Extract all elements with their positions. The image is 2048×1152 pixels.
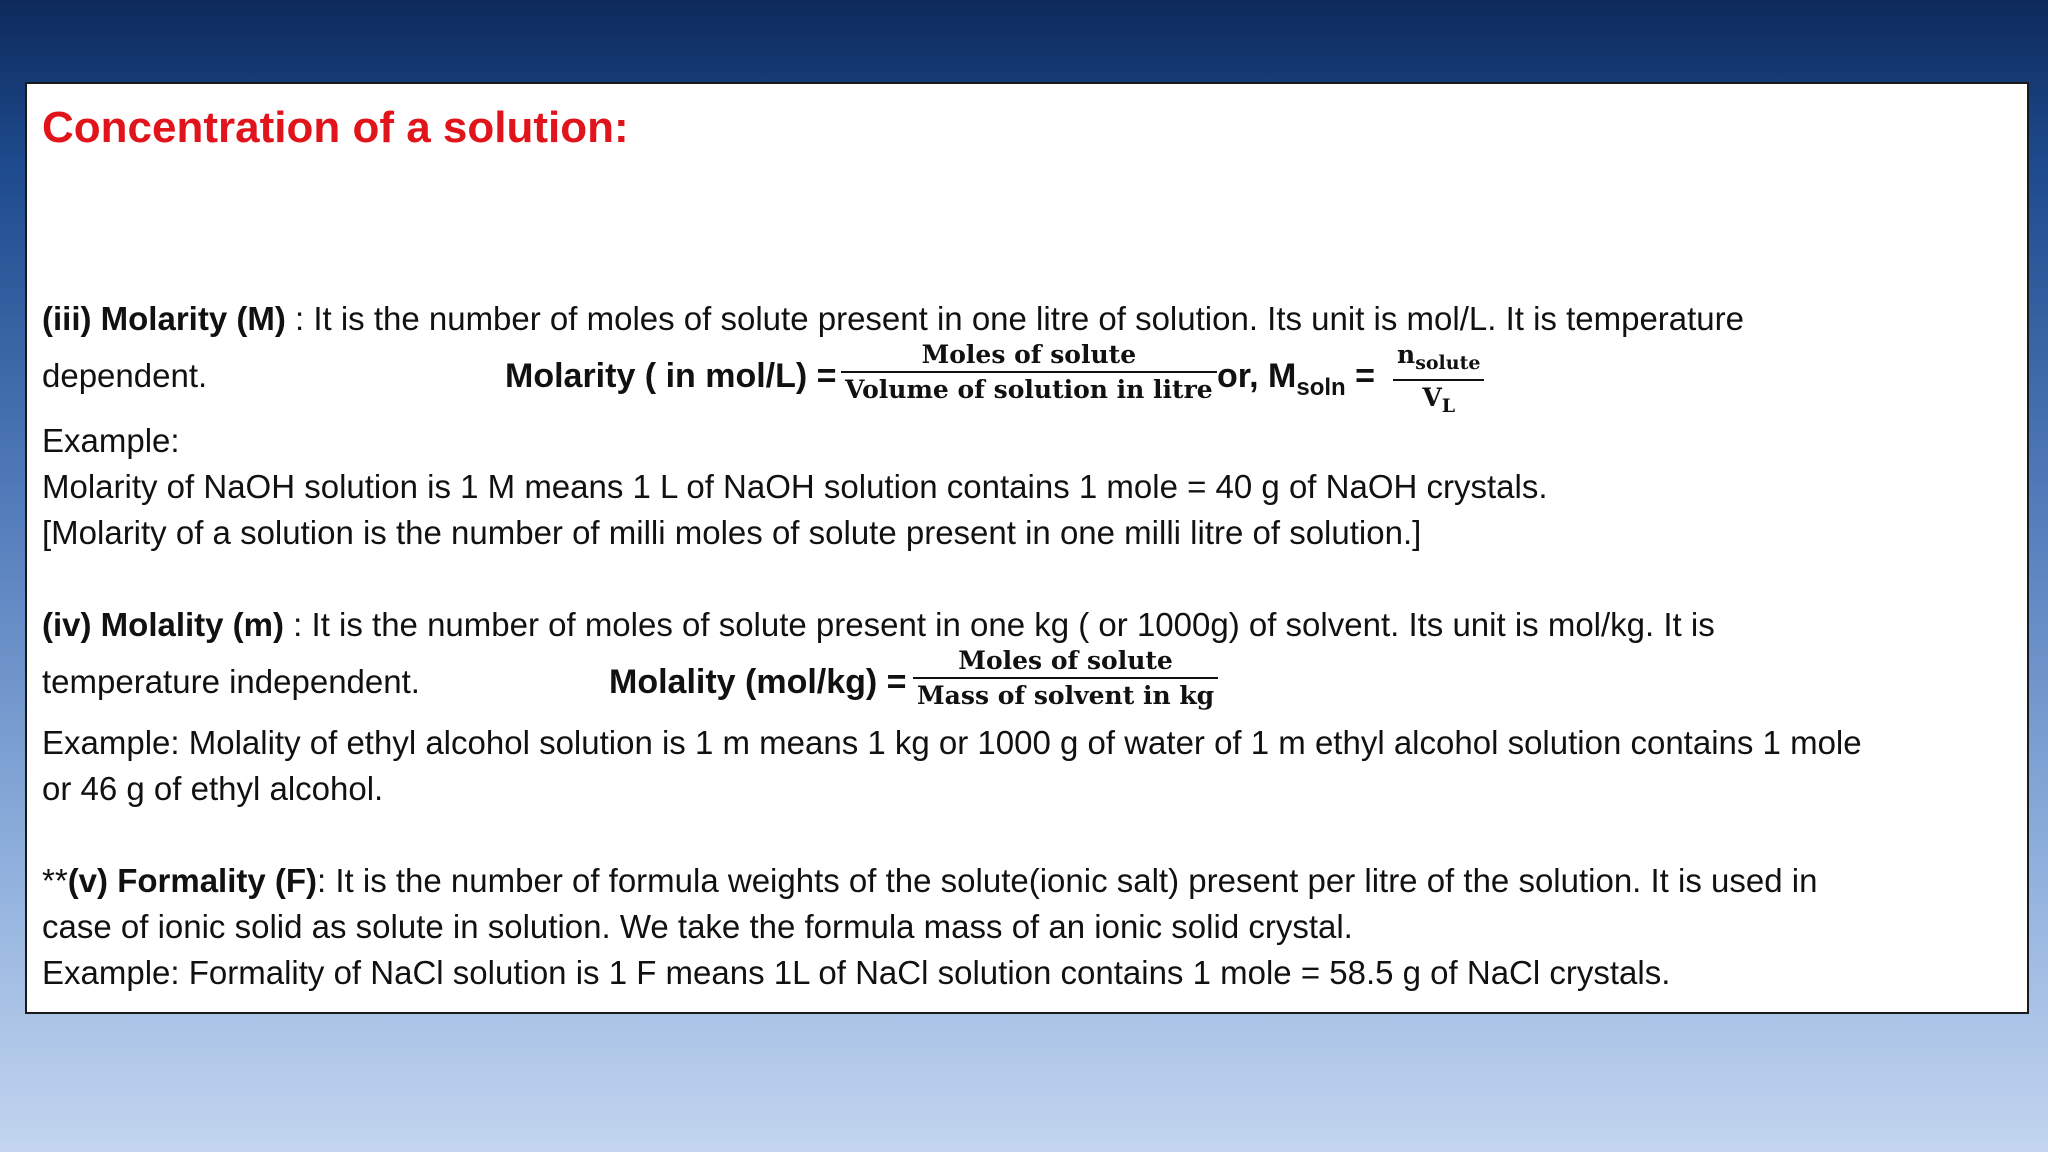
molality-formula-denominator: Mass of solvent in kg [917,681,1215,710]
molarity-alt-equals: = [1345,357,1375,395]
molarity-alt-denominator [1418,381,1459,423]
molality-example-line1: Example: Molality of ethyl alcohol solution is 1 m means 1 kg or 1000 g of water of 1 m ethyl alcohol solution contains 1 mole [42,724,1862,761]
volume-subscript: L [1441,395,1456,417]
molarity-formula-denominator: Volume of solution in litre [845,375,1213,404]
volume-symbol: V [1422,383,1442,412]
molarity-alt-formula-label [1217,355,1375,409]
molarity-example-line2: [Molarity of a solution is the number of milli moles of solute present in one milli litre of solution.] [42,514,1422,551]
molarity-formula-label: Molarity ( in mol/L) = [505,357,837,395]
molarity-formula-fraction [841,339,1217,407]
molarity-formula-numerator: Moles of solute [921,340,1137,369]
molality-heading: (iv) Molality (m) [42,606,285,643]
formality-definition-text: : It is the number of formula weights of the solute(ionic salt) present per litre of the solution. It is used in [317,862,1818,899]
molality-formula-numerator: Moles of solute [958,646,1173,675]
molarity-definition-line2: dependent. [42,357,208,394]
molarity-alt-fraction [1393,339,1484,423]
formality-prefix: ** [42,862,68,899]
molality-formula-label: Molality (mol/kg) = [609,663,907,701]
molarity-heading: (iii) Molarity (M) [42,300,286,337]
molarity-definition-line1 [42,298,1744,340]
molarity-example-line1: Molarity of NaOH solution is 1 M means 1 L of NaOH solution contains 1 mole = 40 g of NaOH crystals. [42,468,1548,505]
slide-title: Concentration of a solution: [42,103,629,152]
molarity-alt-numerator [1393,339,1484,379]
molality-definition-text: : It is the number of moles of solute present in one kg ( or 1000g) of solvent. Its unit is mol/kg. It is [284,606,1715,643]
molality-definition-line2: temperature independent. [42,663,420,700]
formality-heading: (v) Formality (F) [67,862,318,899]
molality-definition-line1 [42,604,1715,646]
molality-example-line2: or 46 g of ethyl alcohol. [42,770,384,807]
moles-subscript: solute [1415,352,1481,374]
formality-example: Example: Formality of NaCl solution is 1 F means 1L of NaCl solution contains 1 mole = 58.5 g of NaCl crystals. [42,954,1671,991]
formality-definition-line2: case of ionic solid as solute in solution. We take the formula mass of an ionic solid crystal. [42,908,1353,945]
moles-symbol: n [1397,340,1416,369]
molarity-definition-text: : It is the number of moles of solute present in one litre of solution. Its unit is mol/L. It is temperature [285,300,1744,337]
molarity-alt-subscript: soln [1296,373,1346,401]
molality-formula-fraction [913,645,1218,713]
molarity-alt-symbol: or, M [1217,357,1297,395]
slide-content [25,82,2029,1014]
formality-definition-line1 [42,860,1817,902]
molarity-example-label: Example: [42,422,180,459]
